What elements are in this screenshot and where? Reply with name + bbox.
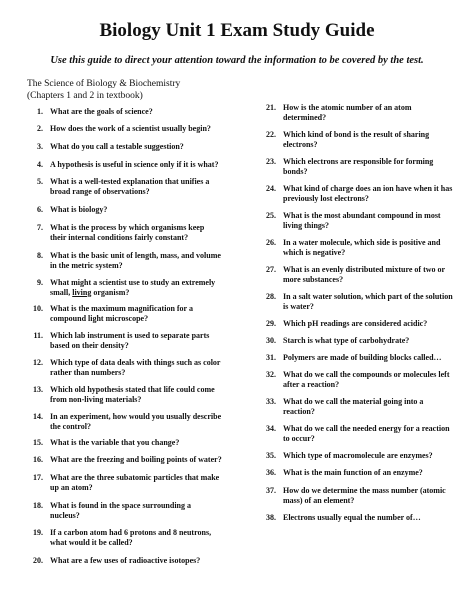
question-text: Electrons usually equal the number of…	[283, 513, 421, 522]
question-number: 35.	[266, 451, 276, 460]
question-text: Which pH readings are considered acidic?	[283, 319, 428, 328]
question-text: What do we call the material going into a	[283, 397, 424, 406]
question-text: What are the three subatomic particles that make	[50, 473, 220, 482]
question-text: In a salt water solution, which part of the solution	[283, 292, 453, 301]
question-number: 2.	[37, 124, 43, 133]
question-text: What might a scientist use to study an extremely	[50, 278, 216, 287]
question-number: 8.	[37, 251, 43, 260]
question-text: What are the goals of science?	[50, 107, 153, 116]
question-number: 31.	[266, 353, 276, 362]
question-text: previously lost electrons?	[283, 194, 369, 203]
section-chapters: (Chapters 1 and 2 in textbook)	[27, 91, 143, 101]
question-text: reaction?	[283, 407, 315, 416]
question-number: 5.	[37, 177, 43, 186]
question-text: nucleus?	[50, 511, 80, 520]
question-number: 38.	[266, 513, 276, 522]
question-number: 6.	[37, 205, 43, 214]
question-number: 36.	[266, 468, 276, 477]
question-text: electrons?	[283, 140, 318, 149]
question-number: 15.	[33, 438, 43, 447]
question-text: bonds?	[283, 167, 308, 176]
question-number: 13.	[33, 385, 43, 394]
question-number: 9.	[37, 278, 43, 287]
question-number: 20.	[33, 556, 43, 565]
question-number: 10.	[33, 304, 43, 313]
question-text: compound light microscope?	[50, 314, 149, 323]
question-text: living things?	[283, 221, 330, 230]
question-text: What do you call a testable suggestion?	[50, 142, 184, 151]
question-number: 37.	[266, 486, 276, 495]
question-text: What is the maximum magnification for a	[50, 304, 193, 313]
question-text: Which old hypothesis stated that life could come	[50, 385, 215, 394]
question-number: 33.	[266, 397, 276, 406]
question-text: What is the most abundant compound in most	[283, 211, 441, 220]
question-text: What is biology?	[50, 205, 108, 214]
question-number: 18.	[33, 501, 43, 510]
question-text: What is a well-tested explanation that unifies a	[50, 177, 210, 186]
question-number: 23.	[266, 157, 276, 166]
question-text: What are the freezing and boiling points of water?	[50, 455, 222, 464]
page-subtitle: Use this guide to direct your attention toward the information to be covered by the test.	[50, 55, 424, 66]
question-number: 32.	[266, 370, 276, 379]
question-number: 4.	[37, 160, 43, 169]
question-text: in the metric system?	[50, 261, 123, 270]
question-text-part: organism?	[91, 288, 130, 297]
question-text: How is the atomic number of an atom	[283, 103, 412, 112]
question-text: What is found in the space surrounding a	[50, 501, 191, 510]
question-text: What do we call the compounds or molecules left	[283, 370, 450, 379]
question-text-part: small,	[50, 288, 73, 297]
question-text: What is the process by which organisms keep	[50, 223, 205, 232]
question-number: 22.	[266, 130, 276, 139]
question-text: What is an evenly distributed mixture of two or	[283, 265, 446, 274]
question-text: is water?	[283, 302, 314, 311]
question-text: which is negative?	[283, 248, 346, 257]
question-text: Polymers are made of building blocks called…	[283, 353, 442, 362]
question-number: 1.	[37, 107, 43, 116]
question-text: In an experiment, how would you usually describe	[50, 412, 222, 421]
question-number: 29.	[266, 319, 276, 328]
question-text: A hypothesis is useful in science only if it is what?	[50, 160, 219, 169]
question-text: What is the basic unit of length, mass, and volume	[50, 251, 221, 260]
question-number: 28.	[266, 292, 276, 301]
question-number: 27.	[266, 265, 276, 274]
question-text: Which type of macromolecule are enzymes?	[283, 451, 433, 460]
question-number: 16.	[33, 455, 43, 464]
question-number: 24.	[266, 184, 276, 193]
question-number: 30.	[266, 336, 276, 345]
question-text: How do we determine the mass number (atomic	[283, 486, 446, 495]
question-text	[50, 288, 129, 298]
question-text: Starch is what type of carbohydrate?	[283, 336, 410, 345]
question-number: 12.	[33, 358, 43, 367]
question-text: mass) of an element?	[283, 496, 355, 505]
question-text: How does the work of a scientist usually begin?	[50, 124, 211, 133]
question-text: what would it be called?	[50, 538, 133, 547]
question-text: If a carbon atom had 6 protons and 8 neutrons,	[50, 528, 212, 537]
question-text: the control?	[50, 422, 91, 431]
question-number: 21.	[266, 103, 276, 112]
question-text: based on their density?	[50, 341, 129, 350]
question-text: to occur?	[283, 434, 315, 443]
question-number: 34.	[266, 424, 276, 433]
question-text: Which kind of bond is the result of sharing	[283, 130, 430, 139]
question-number: 26.	[266, 238, 276, 247]
underlined-word: living	[72, 288, 92, 297]
question-number: 11.	[33, 331, 43, 340]
question-text: What kind of charge does an ion have when it has	[283, 184, 453, 193]
question-text: What are a few uses of radioactive isotopes?	[50, 556, 201, 565]
question-text: Which electrons are responsible for forming	[283, 157, 434, 166]
question-number: 25.	[266, 211, 276, 220]
page-title: Biology Unit 1 Exam Study Guide	[99, 20, 375, 41]
question-text: determined?	[283, 113, 327, 122]
question-text: after a reaction?	[283, 380, 340, 389]
question-text: Which type of data deals with things such as color	[50, 358, 221, 367]
section-heading	[27, 78, 180, 102]
question-number: 3.	[37, 142, 43, 151]
question-number: 7.	[37, 223, 43, 232]
question-text: What do we call the needed energy for a reaction	[283, 424, 450, 433]
question-text: What is the main function of an enzyme?	[283, 468, 423, 477]
question-text: rather than numbers?	[50, 368, 126, 377]
question-number: 19.	[33, 528, 43, 537]
question-text: broad range of observations?	[50, 187, 150, 196]
question-number: 14.	[33, 412, 43, 421]
question-text: In a water molecule, which side is positive and	[283, 238, 441, 247]
question-text: Which lab instrument is used to separate parts	[50, 331, 210, 340]
question-text: up an atom?	[50, 483, 93, 492]
section-title: The Science of Biology & Biochemistry	[27, 79, 181, 89]
question-text: What is the variable that you change?	[50, 438, 180, 447]
question-number: 17.	[33, 473, 43, 482]
question-text: from non-living materials?	[50, 395, 142, 404]
question-text: their internal conditions fairly constant?	[50, 233, 189, 242]
question-text: more substances?	[283, 275, 344, 284]
